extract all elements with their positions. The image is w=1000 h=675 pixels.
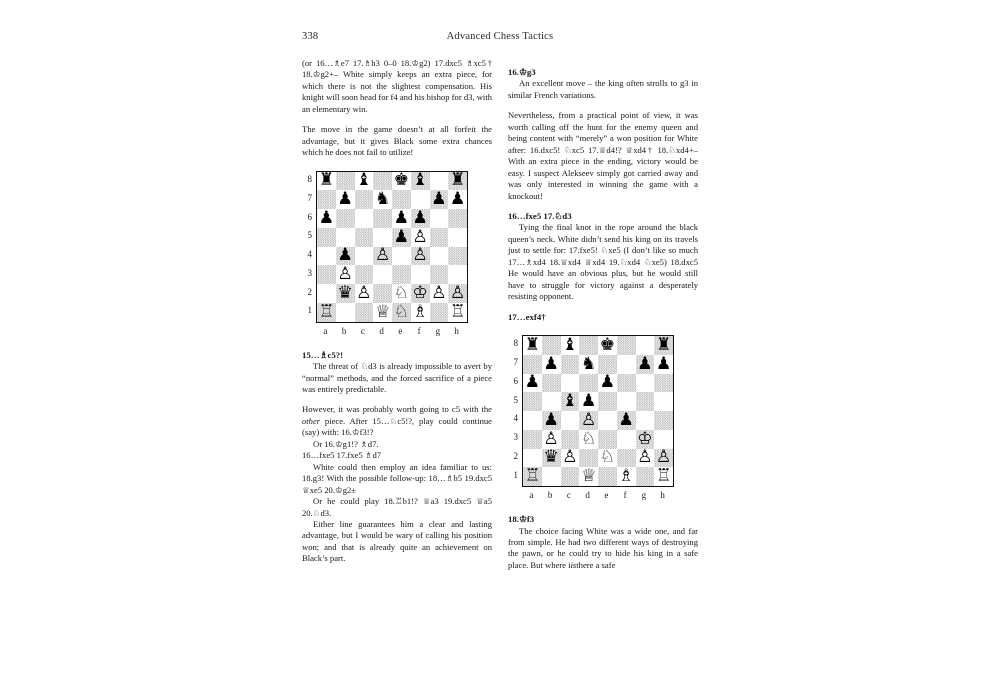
piece-white-knight-e1[interactable]: ♘	[393, 301, 410, 322]
square-g7[interactable]	[636, 355, 655, 374]
square-e8[interactable]	[392, 172, 411, 191]
square-f5[interactable]	[411, 228, 430, 247]
square-h6[interactable]	[448, 209, 467, 228]
diagram-2	[508, 335, 698, 505]
rank-label-6: 6	[513, 375, 518, 386]
square-d3[interactable]	[579, 430, 598, 449]
square-f1[interactable]	[411, 303, 430, 322]
square-h3[interactable]	[448, 265, 467, 284]
square-f7[interactable]	[617, 355, 636, 374]
piece-black-pawn-a6[interactable]: ♟	[318, 207, 335, 228]
body-columns	[302, 58, 698, 638]
left-column-bottom-text	[302, 350, 492, 565]
piece-white-pawn-c2[interactable]: ♙	[562, 447, 578, 468]
square-c3[interactable]	[561, 430, 580, 449]
square-a5[interactable]	[317, 228, 336, 247]
square-g1[interactable]	[430, 303, 449, 322]
piece-white-king-f2[interactable]: ♔	[412, 282, 428, 303]
diagram-1-slot	[302, 171, 492, 341]
square-a3[interactable]	[317, 265, 336, 284]
move-heading: 15…♗c5?!	[302, 349, 344, 360]
piece-white-rook-a1[interactable]: ♖	[524, 466, 541, 487]
square-e5[interactable]	[392, 228, 411, 247]
square-g8[interactable]	[636, 336, 655, 355]
square-d1[interactable]	[579, 467, 598, 486]
piece-white-pawn-f4[interactable]: ♙	[412, 245, 428, 266]
file-label-e: e	[604, 490, 609, 501]
square-e6[interactable]	[598, 374, 617, 393]
rank-label-4: 4	[307, 249, 312, 259]
file-label-f: f	[623, 490, 627, 501]
square-g4[interactable]	[430, 247, 449, 266]
square-d5[interactable]	[373, 228, 392, 247]
square-b7[interactable]	[336, 190, 355, 209]
emphasis-text: is	[570, 559, 577, 570]
square-e1[interactable]	[392, 303, 411, 322]
square-f3[interactable]	[617, 430, 636, 449]
square-b2[interactable]	[542, 449, 561, 468]
piece-black-pawn-e5[interactable]: ♟	[393, 226, 410, 247]
piece-white-pawn-d4[interactable]: ♙	[580, 409, 597, 430]
square-g5[interactable]	[430, 228, 449, 247]
square-c5[interactable]	[355, 228, 374, 247]
file-label-e: e	[398, 325, 403, 336]
square-c3[interactable]	[355, 265, 374, 284]
piece-black-pawn-d5[interactable]: ♟	[580, 391, 597, 412]
square-c7[interactable]	[561, 355, 580, 374]
diagram-2-board[interactable]	[522, 335, 674, 487]
piece-black-king-e8[interactable]: ♚	[393, 170, 410, 191]
piece-white-pawn-b3[interactable]: ♙	[543, 428, 559, 449]
body-paragraph: However, it was probably worth going to c5 with the other piece. After 15…♘c5!?, play could continue (say) with: 16.♔f3!?	[302, 404, 492, 438]
left-column-top-text	[302, 58, 492, 159]
square-h3[interactable]	[654, 430, 673, 449]
square-h8[interactable]	[654, 336, 673, 355]
move-heading: 16…fxe5 17.♘d3	[508, 210, 572, 221]
piece-black-king-e8[interactable]: ♚	[599, 334, 616, 355]
square-h2[interactable]	[448, 284, 467, 303]
piece-black-pawn-e6[interactable]: ♟	[393, 207, 410, 228]
body-paragraph: Either line guarantees him a clear and lasting advantage, but I would be wary of calling his position won; and that is already quite an achievement on Black’s part.	[302, 518, 492, 564]
square-b4[interactable]	[542, 411, 561, 430]
piece-white-knight-e2[interactable]: ♘	[393, 282, 410, 303]
rank-label-8: 8	[513, 338, 518, 349]
file-label-d: d	[379, 325, 384, 336]
square-c1[interactable]	[355, 303, 374, 322]
square-a6[interactable]	[317, 209, 336, 228]
rank-label-8: 8	[307, 174, 312, 184]
running-head	[302, 31, 698, 47]
square-b4[interactable]	[336, 247, 355, 266]
rank-label-7: 7	[513, 357, 518, 368]
piece-white-pawn-g2[interactable]: ♙	[431, 282, 447, 303]
square-g3[interactable]	[430, 265, 449, 284]
square-c5[interactable]	[561, 392, 580, 411]
square-b8[interactable]	[336, 172, 355, 191]
body-paragraph: (or 16…♗e7 17.♗h3 0–0 18.♔g2) 17.dxc5 ♗xc5† 18.♔g2+– White simply keeps an extra piece, for which there is not the slightest compensation. His knight will soon head for f4 and his bishop for d3, with an elementary win.	[302, 58, 492, 114]
piece-white-knight-e2[interactable]: ♘	[599, 447, 616, 468]
square-g1[interactable]	[636, 467, 655, 486]
piece-black-pawn-h7[interactable]: ♟	[655, 353, 672, 374]
piece-black-pawn-b7[interactable]: ♟	[337, 189, 353, 210]
file-label-f: f	[417, 325, 421, 336]
square-f8[interactable]	[617, 336, 636, 355]
square-c4[interactable]	[561, 411, 580, 430]
piece-black-pawn-f6[interactable]: ♟	[412, 207, 428, 228]
diagram-2-slot	[508, 335, 698, 505]
file-label-h: h	[660, 490, 665, 501]
piece-white-pawn-b3[interactable]: ♙	[337, 264, 353, 285]
piece-black-bishop-c8[interactable]: ♝	[562, 334, 578, 355]
piece-white-pawn-h2[interactable]: ♙	[655, 447, 672, 468]
square-a8[interactable]	[523, 336, 542, 355]
piece-black-pawn-g7[interactable]: ♟	[637, 353, 653, 374]
piece-black-rook-a8[interactable]: ♜	[524, 334, 541, 355]
body-paragraph: Tying the final knot in the rope around the black queen’s neck. White didn’t send his king on its travels just to settle for: 17.fxe5! ♘xe5 (I don’t like so much 17…♗xd4 18.♕xd4 ♕xd4 19.♘xd4 ♘xe5) 18.dxc5 He would have an obvious plus, but he would still have to struggle for victory against a desperately resisting opponent.	[508, 222, 698, 302]
square-e7[interactable]	[598, 355, 617, 374]
square-f6[interactable]	[617, 374, 636, 393]
square-g2[interactable]	[636, 449, 655, 468]
square-e8[interactable]	[598, 336, 617, 355]
square-d6[interactable]	[579, 374, 598, 393]
square-g4[interactable]	[636, 411, 655, 430]
square-b6[interactable]	[542, 374, 561, 393]
piece-white-pawn-f5[interactable]: ♙	[412, 226, 428, 247]
piece-black-rook-h8[interactable]: ♜	[655, 334, 672, 355]
square-a7[interactable]	[523, 355, 542, 374]
square-h8[interactable]	[448, 172, 467, 191]
square-b2[interactable]	[336, 284, 355, 303]
square-h4[interactable]	[448, 247, 467, 266]
square-d7[interactable]	[579, 355, 598, 374]
square-d6[interactable]	[373, 209, 392, 228]
rank-label-4: 4	[513, 413, 518, 424]
file-label-a: a	[323, 325, 328, 336]
square-b1[interactable]	[336, 303, 355, 322]
square-b3[interactable]	[542, 430, 561, 449]
book-title: Advanced Chess Tactics	[446, 31, 554, 42]
square-e1[interactable]	[598, 467, 617, 486]
piece-black-pawn-b4[interactable]: ♟	[337, 245, 353, 266]
piece-black-pawn-a6[interactable]: ♟	[524, 372, 541, 393]
square-f6[interactable]	[411, 209, 430, 228]
square-f2[interactable]	[411, 284, 430, 303]
square-b5[interactable]	[542, 392, 561, 411]
square-c4[interactable]	[355, 247, 374, 266]
piece-black-pawn-h7[interactable]: ♟	[449, 189, 466, 210]
piece-black-bishop-f8[interactable]: ♝	[412, 170, 428, 191]
square-a1[interactable]	[523, 467, 542, 486]
piece-black-knight-d7[interactable]: ♞	[580, 353, 597, 374]
piece-black-rook-h8[interactable]: ♜	[449, 170, 466, 191]
piece-white-pawn-h2[interactable]: ♙	[449, 282, 466, 303]
square-f4[interactable]	[617, 411, 636, 430]
piece-white-queen-d1[interactable]: ♕	[374, 301, 391, 322]
piece-black-pawn-b7[interactable]: ♟	[543, 353, 559, 374]
piece-white-rook-h1[interactable]: ♖	[449, 301, 466, 322]
square-c2[interactable]	[355, 284, 374, 303]
square-a4[interactable]	[523, 411, 542, 430]
piece-black-queen-b2[interactable]: ♛	[543, 447, 559, 468]
right-column-bottom-text	[508, 514, 698, 571]
square-d8[interactable]	[373, 172, 392, 191]
file-label-a: a	[529, 490, 534, 501]
square-a2[interactable]	[523, 449, 542, 468]
diagram-1-board[interactable]	[316, 171, 468, 323]
piece-white-pawn-c2[interactable]: ♙	[356, 282, 372, 303]
square-a6[interactable]	[523, 374, 542, 393]
square-f4[interactable]	[411, 247, 430, 266]
piece-white-king-g3[interactable]: ♔	[637, 428, 653, 449]
square-f8[interactable]	[411, 172, 430, 191]
move-heading: 18.♔f3	[508, 514, 535, 525]
piece-white-bishop-f1[interactable]: ♗	[412, 301, 428, 322]
square-e3[interactable]	[392, 265, 411, 284]
square-a5[interactable]	[523, 392, 542, 411]
piece-white-knight-d3[interactable]: ♘	[580, 428, 597, 449]
file-label-b: b	[547, 490, 553, 501]
square-g6[interactable]	[636, 374, 655, 393]
move-line: 16…fxe5 17.fxe5 ♗d7	[302, 450, 382, 461]
body-paragraph: The move in the game doesn’t at all forfeit the advantage, but it gives Black some extra chances which he does not fail to utilize!	[302, 124, 492, 158]
square-f1[interactable]	[617, 467, 636, 486]
square-h7[interactable]	[654, 355, 673, 374]
piece-black-pawn-e6[interactable]: ♟	[599, 372, 616, 393]
square-d7[interactable]	[373, 190, 392, 209]
square-g8[interactable]	[430, 172, 449, 191]
rank-label-6: 6	[307, 211, 312, 222]
square-c2[interactable]	[561, 449, 580, 468]
file-label-b: b	[341, 325, 347, 336]
piece-black-bishop-c8[interactable]: ♝	[356, 170, 372, 191]
square-d1[interactable]	[373, 303, 392, 322]
piece-black-pawn-g7[interactable]: ♟	[431, 189, 447, 210]
body-paragraph: Nevertheless, from a practical point of view, it was worth calling off the hunt for the enemy queen and being content with “merely” a won position for White after: 16.dxc5! ♘xc5 17.♕d4!? ♕xd4† 18.♘xd4+– With an extra piece in the ending, victory would be easy. I suspect Alekseev simply got carried away and was only interested in winning the game with a knockout!	[508, 110, 698, 201]
square-f5[interactable]	[617, 392, 636, 411]
square-h5[interactable]	[448, 228, 467, 247]
move-heading: 17…exf4†	[508, 311, 546, 322]
rank-label-1: 1	[307, 305, 312, 316]
column-left	[302, 58, 492, 638]
piece-black-rook-a8[interactable]: ♜	[318, 170, 335, 191]
square-e4[interactable]	[598, 411, 617, 430]
body-paragraph: An excellent move – the king often strolls to g3 in similar French variations.	[508, 78, 698, 100]
square-c6[interactable]	[355, 209, 374, 228]
square-h7[interactable]	[448, 190, 467, 209]
square-b1[interactable]	[542, 467, 561, 486]
page-number: 338	[302, 31, 319, 42]
right-column-top-text	[508, 67, 698, 323]
square-d8[interactable]	[579, 336, 598, 355]
square-a8[interactable]	[317, 172, 336, 191]
move-heading: 16.♔g3	[508, 67, 536, 77]
rank-label-2: 2	[307, 286, 312, 297]
square-h1[interactable]	[448, 303, 467, 322]
file-label-h: h	[454, 325, 459, 336]
rank-label-7: 7	[307, 192, 312, 203]
square-d2[interactable]	[579, 449, 598, 468]
square-c8[interactable]	[561, 336, 580, 355]
file-label-g: g	[641, 490, 647, 501]
square-g6[interactable]	[430, 209, 449, 228]
square-b5[interactable]	[336, 228, 355, 247]
piece-black-pawn-b4[interactable]: ♟	[543, 409, 559, 430]
square-d5[interactable]	[579, 392, 598, 411]
square-g7[interactable]	[430, 190, 449, 209]
file-label-c: c	[360, 325, 365, 336]
body-paragraph: Or 16.♔g1!? ♗d7.	[313, 438, 379, 449]
square-g5[interactable]	[636, 392, 655, 411]
rank-label-2: 2	[513, 450, 518, 461]
square-b7[interactable]	[542, 355, 561, 374]
square-c6[interactable]	[561, 374, 580, 393]
piece-white-rook-a1[interactable]: ♖	[318, 301, 335, 322]
square-e7[interactable]	[392, 190, 411, 209]
square-f2[interactable]	[617, 449, 636, 468]
piece-black-queen-b2[interactable]: ♛	[337, 282, 353, 303]
square-e5[interactable]	[598, 392, 617, 411]
rank-label-5: 5	[513, 394, 518, 405]
square-e4[interactable]	[392, 247, 411, 266]
piece-black-pawn-f4[interactable]: ♟	[618, 409, 634, 430]
file-label-d: d	[585, 490, 590, 501]
rank-label-1: 1	[513, 469, 518, 480]
square-h5[interactable]	[654, 392, 673, 411]
square-a2[interactable]	[317, 284, 336, 303]
square-g3[interactable]	[636, 430, 655, 449]
piece-white-pawn-g2[interactable]: ♙	[637, 447, 653, 468]
rank-label-5: 5	[307, 230, 312, 241]
square-h4[interactable]	[654, 411, 673, 430]
square-e2[interactable]	[392, 284, 411, 303]
piece-white-rook-h1[interactable]: ♖	[655, 466, 672, 487]
square-a7[interactable]	[317, 190, 336, 209]
square-c7[interactable]	[355, 190, 374, 209]
rank-label-3: 3	[307, 267, 312, 278]
square-a4[interactable]	[317, 247, 336, 266]
piece-black-knight-d7[interactable]: ♞	[374, 189, 391, 210]
square-h6[interactable]	[654, 374, 673, 393]
square-c8[interactable]	[355, 172, 374, 191]
square-b8[interactable]	[542, 336, 561, 355]
body-paragraph: The threat of ♘d3 is already impossible to avert by “normal” methods, and the forced sacrifice of a piece was entirely predictable.	[302, 361, 492, 394]
file-label-g: g	[435, 325, 441, 336]
body-paragraph: The choice facing White was a wide one, and far from simple. He had two different ways of destroying the pawn, or he could try to hide his king in a safe place. But where iisthere a safe	[508, 525, 698, 570]
square-d2[interactable]	[373, 284, 392, 303]
square-g2[interactable]	[430, 284, 449, 303]
square-h1[interactable]	[654, 467, 673, 486]
square-a1[interactable]	[317, 303, 336, 322]
body-paragraph: White could then employ an idea familiar to us: 18.g3! With the possible follow-up: 18…♗b5 19.dxc5 ♕xe5 20.♔g2±	[302, 461, 492, 495]
square-e2[interactable]	[598, 449, 617, 468]
square-e6[interactable]	[392, 209, 411, 228]
body-paragraph: Or he could play 18.♖b1!? ♕a3 19.dxc5 ♕a5 20.♘d3.	[302, 496, 492, 518]
square-f7[interactable]	[411, 190, 430, 209]
square-d3[interactable]	[373, 265, 392, 284]
square-c1[interactable]	[561, 467, 580, 486]
emphasis-text: other	[302, 415, 321, 426]
rank-label-3: 3	[513, 432, 518, 443]
piece-white-bishop-f1[interactable]: ♗	[618, 466, 634, 487]
square-d4[interactable]	[579, 411, 598, 430]
square-b3[interactable]	[336, 265, 355, 284]
diagram-1	[302, 171, 492, 341]
square-b6[interactable]	[336, 209, 355, 228]
square-a3[interactable]	[523, 430, 542, 449]
square-e3[interactable]	[598, 430, 617, 449]
square-h2[interactable]	[654, 449, 673, 468]
column-right	[508, 58, 698, 638]
piece-white-queen-d1[interactable]: ♕	[580, 466, 597, 487]
piece-white-pawn-d4[interactable]: ♙	[374, 245, 391, 266]
file-label-c: c	[566, 490, 571, 501]
square-f3[interactable]	[411, 265, 430, 284]
piece-black-bishop-c5[interactable]: ♝	[562, 391, 578, 412]
square-d4[interactable]	[373, 247, 392, 266]
